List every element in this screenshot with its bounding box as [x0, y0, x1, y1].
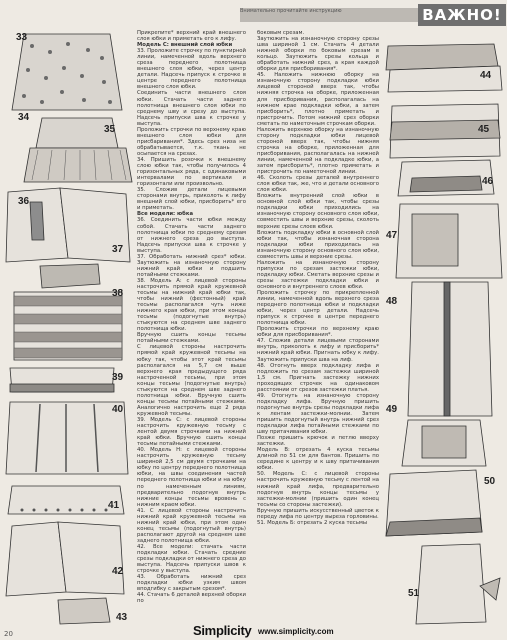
- figure-number-50: 50: [484, 476, 496, 487]
- figure-number-40: 40: [112, 404, 124, 415]
- instruction-paragraph: 46. Сколоть срезы деталей внутреннего слоя юбки так, же, что и детали основного слоя юбки.: [257, 175, 379, 194]
- instruction-paragraph: 40. Модель Н: с лицевой стороны настрочить кружевную тесьму шириной 2,5 см двумя строчками на юбку по центру переднего полотнища юбки, на швы соединения частей переднего полотнища юбки и на юбку по намеченным линиям, предварительно подогнув внутрь нижние концы тесьмы вровень с нижним краем юбки.: [137, 447, 246, 508]
- figure-number-37: 37: [112, 244, 124, 255]
- instruction-paragraph: Позже пришить крючок и петлю вверху застежки.: [257, 435, 379, 448]
- instruction-paragraph: Вложить подкладку юбки в основной слой юбки так, чтобы изнаночная сторона подкладки юбки приходилась на изнаночную сторону основного слоя юбки, совместить швы и верхние срезы.: [257, 229, 379, 260]
- figure-37-drawing: [40, 264, 100, 288]
- figure-number-38: 38: [112, 288, 124, 299]
- instructions-column-2: [257, 30, 379, 626]
- instruction-paragraph: 38. Модель А: с лицевой стороны настрочить прямой край кружевной тесьмы на нижний край юбки так, чтобы нижний (фестонный) край тесьмы располагался чуть ниже нижнего края юбки, при этом концы тесьмы (подогнутые внутрь) стыкуются на среднем шве заднего полотнища юбки.: [137, 277, 246, 333]
- figure-number-41: 41: [108, 500, 120, 511]
- figure-number-34: 34: [18, 112, 30, 123]
- instruction-paragraph: Вручную пришить искусственный цветок к переду лифа по центру выреза горловины.: [257, 507, 379, 520]
- instruction-paragraph: боковым срезам.: [257, 30, 305, 36]
- figure-number-44: 44: [480, 70, 492, 81]
- important-badge: ВАЖНО!: [418, 4, 506, 26]
- website-url: www.simplicity.com: [258, 627, 334, 636]
- figure-number-43: 43: [116, 612, 128, 623]
- figure-51-drawing: [416, 544, 486, 624]
- figure-number-39: 39: [112, 372, 124, 383]
- figure-number-51: 51: [408, 588, 420, 599]
- figure-number-45: 45: [478, 124, 490, 135]
- figure-44-drawing: [386, 44, 498, 70]
- instruction-paragraph: 34. Пришить розочки к внешнему слою юбки так, чтобы получилось 4 горизонтальных ряда, с одинаковыми интервалами по вертикали и горизонтали или произвольно.: [137, 156, 246, 188]
- figure-number-47: 47: [386, 230, 398, 241]
- instruction-paragraph: С лицевой стороны настрочить прямой край кружевной тесьмы на юбку так, чтобы этот край тесьмы располагался на 5,7 см выше верхнего края предыдущего ряда настроченной тесьмы, при этом концы тесьмы (подогнутые внутрь) стыкуются на среднем шве заднего полотнища юбки. Вручную сшить концы тесьмы потайными стежками. Аналогично настрочить еще 2 ряда кружевной тесьмы.: [137, 344, 246, 417]
- instruction-paragraph: 37. Обработать нижний срез* юбки. Заутюжить на изнаночную сторону нижний край юбки и подшить потайными стежками.: [137, 253, 246, 278]
- instruction-paragraph: 33. Проложите строчку по пунктирной линии, намеченной вдоль верхнего среза переднего полотнища внешнего слоя юбки, через центр детали. Надсечь припуск к строчке в центре переднего полотнища внешнего слоя юбки.: [137, 48, 246, 91]
- instruction-paragraph: 48. Отогнуть вверх подкладку лифа и подложить по срезам застежки шириной 1,5 см. Пригнать застежку нижних проходящих строчек на одинаковом расстоянии от срезов застежки платья.: [257, 362, 379, 393]
- instruction-paragraph: Прикрепите* верхний край внешнего слоя юбки и приметать его к лифу.: [137, 30, 246, 43]
- instruction-paragraph: 45. Наложить нижнюю оборку на изнаночную сторону подкладки юбки лицевой стороной вверх так, чтобы нижняя строчка на оборке, приложенная для присборивания, располагалась на нижнем крае подкладки юбки, а затем присборить*, плотно приметать и пристрочить. Потом нижний срез оборки сметать по наметочным строчкам оборки.: [257, 72, 379, 127]
- figure-number-48: 48: [386, 296, 398, 307]
- instruction-paragraph: 51. Модель Б: отрезать 2 куска тесьмы: [257, 519, 368, 526]
- figure-40-drawing: [6, 402, 128, 474]
- simplicity-logo: Simplicity: [193, 623, 252, 638]
- instruction-paragraph: Проложить строчку по прикрепленной линии, намеченной вдоль верхнего среза переднего полотнища юбки и подкладки юбки, через центр детали. Надсечь припуск к строчке в центре переднего полотнища юбки.: [257, 290, 379, 327]
- figure-number-36: 36: [18, 196, 30, 207]
- instructions-column-1: [137, 30, 246, 626]
- header-strip: [240, 8, 418, 22]
- instruction-paragraph: Вложить внутренний слой юбки в основной слой юбки так, чтобы срезы подкладки юбки приходились на изнаночную сторону основного слоя юбки, совместить швы и верхние срезы, сколоть верхние срезы слоев юбки.: [257, 193, 379, 230]
- right-figures: [382, 26, 506, 626]
- instruction-paragraph: Проложить строчки по верхнему краю внешнего слоя юбки для присбаривания*. Здесь срез низа не обрабатывается, т.к. ткань не осыпается на срезах.: [137, 126, 246, 157]
- instruction-paragraph: 47. Сложив детали лицевыми сторонами внутрь, приколоть к лифу и присборить* нижний край юбки. Пригнать юбку к лифу. Заутюжить припуски шва на лиф.: [257, 338, 379, 363]
- instruction-paragraph: Проложить строчки по верхнему краю юбки для присборивания*.: [257, 326, 379, 339]
- figure-number-33: 33: [16, 32, 28, 43]
- instruction-paragraph: Модель В: отрезать 4 куска тесьмы длиной по 51 см для бантов. Пришить по середине к центру и к шву притачивания юбки.: [257, 447, 379, 472]
- figure-42-drawing: [6, 522, 66, 596]
- instruction-paragraph: 41. С лицевой стороны настрочить нижний край кружевной тесьмы на нижний край юбки, при этом один конец тесьмы (подогнутый внутрь) располагают другой на среднем шве заднего полотнища юбки.: [137, 507, 246, 544]
- section-heading: Модель С: внешний слой юбки: [137, 42, 233, 49]
- figure-number-35: 35: [104, 124, 116, 135]
- figure-number-46: 46: [482, 176, 494, 187]
- header-strip-text: Внимательно прочитайте инструкцию: [240, 8, 342, 14]
- figure-number-49: 49: [386, 404, 398, 415]
- instruction-paragraph: 44. Стачать 6 деталей верхней оборки по: [137, 592, 246, 605]
- instruction-paragraph: Наложить верхнюю оборку на изнаночную сторону подкладки юбки лицевой стороной вверх так, чтобы нижняя строчка на оборке, приложенная для присборивания, располагалась на нижней линии, намеченной на подкладке юбки, а затем присборить*, плотно приметать и пристрочить по наметочной линии.: [257, 126, 379, 176]
- instruction-paragraph: 39. Модель С: с лицевой стороны настрочить кружевную тесьму с лентой двумя строчками на нижний край юбки. Вручную сшить концы тесьмы потайными стежками.: [137, 417, 246, 448]
- instruction-paragraph: 36. Соединить части юбки между собой. Стачать части заднего полотнища юбки по среднему срезам от нижнего среза до выступа. Надсечь припуски шва к строчке у выступа.: [137, 217, 246, 254]
- instruction-paragraph: 49. Отогнуть на изнаночную сторону подкладку лифа. Вручную пришить подогнутые внутрь срезы подкладки лифа к лентам застежки-молнии. Затем пришить подогнутый внутрь нижний срез подкладки лифа потайными стежками по шву притачивания юбки.: [257, 392, 379, 436]
- instruction-paragraph: 42. Все модели: стачать части подкладки юбки. Стачать средние срезы подкладки от нижнего среза до выступа. Надсечь припуски швов к строчке у выступа.: [137, 543, 246, 575]
- instruction-paragraph: Наложить на изнаночную сторону припуски по срезам застежки юбки, подкладку юбки. Сметать верхние срезы и срезы застежки подкладки юбки и основного и внутреннего слоев юбки.: [257, 259, 379, 290]
- instruction-paragraph: 43. Обработать нижний срез подкладки юбки узким швом вподгибку с закрытым срезом*.: [137, 574, 246, 593]
- instruction-paragraph: 35. Сложив детали лицевыми сторонами внутрь, приколоть к лифу внешний слой юбки, присборить* его и приметать.: [137, 187, 246, 212]
- instruction-paragraph: Соединить части внешнего слоя юбки. Стачать части заднего полотнища внешнего слоя юбки по среднему шву и срезу до выступа. Надсечь припуски шва к строчке у выступа.: [137, 90, 246, 127]
- instruction-paragraph: Заутюжить на изнаночную сторону срезы шва шириной 1 см. Стачать 4 детали нижней оборки по боковым срезам в кольцо. Заутюжить срезы кольца и обработать нижний срез, а края каждой оборки для присборивания*.: [257, 36, 379, 73]
- page-number: 20: [4, 630, 13, 638]
- figure-43-drawing: [58, 598, 110, 624]
- section-heading: Все модели: юбка: [137, 211, 194, 218]
- instruction-paragraph: Вручную сшить концы тесьмы потайными стежками.: [137, 332, 246, 345]
- instruction-paragraph: 50. Модель С: с лицевой стороны настрочить кружевную тесьму с лентой на нижний край лифа, предварительно подогнув внутрь концы тесьмы у застежки-молнии (пришить один конец тесьмы со стороны застежки).: [257, 471, 379, 508]
- figure-number-42: 42: [112, 566, 124, 577]
